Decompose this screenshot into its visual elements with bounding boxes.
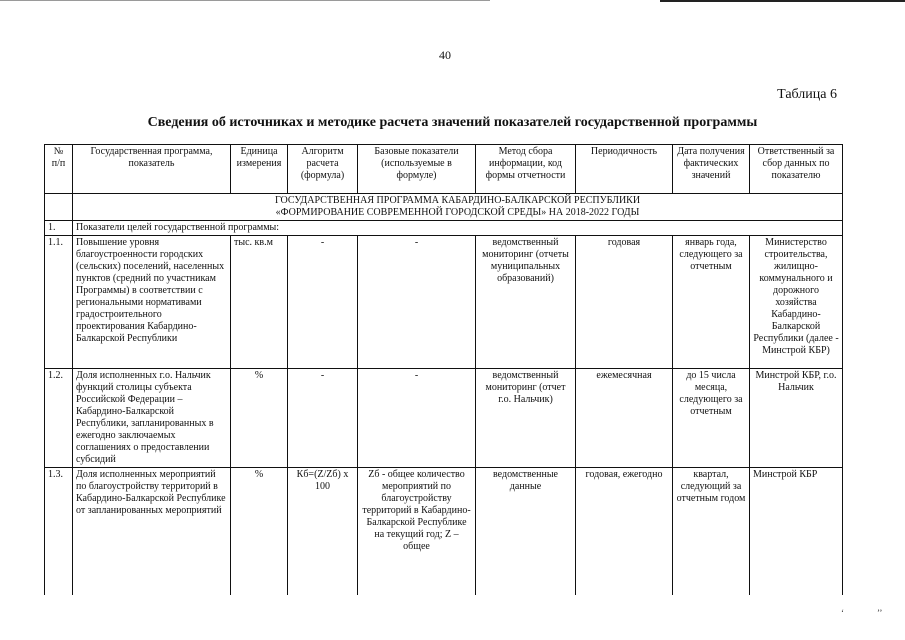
program-header <box>73 194 843 221</box>
row-responsible: Минстрой КБР <box>750 468 843 596</box>
col-header-date: Дата получения фактических значений <box>673 145 750 194</box>
program-header-line2: «ФОРМИРОВАНИЕ СОВРЕМЕННОЙ ГОРОДСКОЙ СРЕДЫ» НА 2018-2022 ГОДЫ <box>275 207 640 218</box>
row-unit: % <box>231 468 288 596</box>
row-date: до 15 числа месяца, следующего за отчетным <box>673 369 750 468</box>
table-label: Таблица 6 <box>777 87 837 102</box>
col-header-num: № п/п <box>45 145 73 194</box>
indicators-table <box>44 144 843 595</box>
row-method: ведомственный мониторинг (отчеты муниципальных образований) <box>476 236 576 369</box>
row-period: годовая <box>576 236 673 369</box>
row-date: январь года, следующего за отчетным <box>673 236 750 369</box>
table-row <box>45 468 843 596</box>
program-header-line1: ГОСУДАРСТВЕННАЯ ПРОГРАММА КАБАРДИНО-БАЛКАРСКОЙ РЕСПУБЛИКИ <box>274 195 641 206</box>
table-header-row <box>45 145 843 194</box>
row-method: ведомственные данные <box>476 468 576 596</box>
row-algorithm: - <box>288 236 358 369</box>
row-program: Повышение уровня благоустроенности городских (сельских) поселений, населенных пунктов (средний по участникам Программы) в соответствии с региональными нормативами градостроительного проектирования Кабардино-Балкарской Республики <box>73 236 231 369</box>
scan-edge-line <box>0 0 490 1</box>
row-base: Zб - общее количество мероприятий по благоустройству территорий в Кабардино-Балкарской Республике на текущий год; Z – общее <box>358 468 476 596</box>
table-row <box>45 369 843 468</box>
row-base: - <box>358 236 476 369</box>
row-date: квартал, следующий за отчетным годом <box>673 468 750 596</box>
table-row <box>45 236 843 369</box>
row-period: ежемесячная <box>576 369 673 468</box>
document-title: Сведения об источниках и методике расчета значений показателей государственной программы <box>147 115 758 130</box>
row-unit: % <box>231 369 288 468</box>
row-base: - <box>358 369 476 468</box>
row-num: 1.3. <box>45 468 73 596</box>
row-algorithm: Кб=(Z/Zб) х 100 <box>288 468 358 596</box>
col-header-period: Периодичность <box>576 145 673 194</box>
row-method: ведомственный мониторинг (отчет г.о. Нальчик) <box>476 369 576 468</box>
program-header-row <box>45 194 843 221</box>
col-header-responsible: Ответственный за сбор данных по показателю <box>750 145 843 194</box>
program-header-empty <box>45 194 73 221</box>
col-header-program: Государственная программа, показатель <box>73 145 231 194</box>
col-header-unit: Единица измерения <box>231 145 288 194</box>
page-number: 40 <box>439 48 451 62</box>
col-header-base: Базовые показатели (используемые в формуле) <box>358 145 476 194</box>
margin-mark: ’’ <box>877 608 883 618</box>
row-period: годовая, ежегодно <box>576 468 673 596</box>
row-program: Доля исполненных мероприятий по благоустройству территорий в Кабардино-Балкарской Республике от запланированных мероприятий <box>73 468 231 596</box>
row-program: Доля исполненных г.о. Нальчик функций столицы субъекта Российской Федерации – Кабардино-Балкарской Республики, запланированных в ежегодно заключаемых соглашениях о предоставлении субсидий <box>73 369 231 468</box>
row-unit: тыс. кв.м <box>231 236 288 369</box>
margin-mark: ‘ <box>841 608 844 618</box>
scan-edge-line-dark <box>660 0 905 2</box>
row-num: 1.2. <box>45 369 73 468</box>
section-row <box>45 221 843 236</box>
row-responsible: Министерство строительства, жилищно-коммунального и дорожного хозяйства Кабардино-Балкарской Республики (далее - Минстрой КБР) <box>750 236 843 369</box>
row-algorithm: - <box>288 369 358 468</box>
section-num: 1. <box>45 221 73 236</box>
col-header-algorithm: Алгоритм расчета (формула) <box>288 145 358 194</box>
row-num: 1.1. <box>45 236 73 369</box>
col-header-method: Метод сбора информации, код формы отчетности <box>476 145 576 194</box>
row-responsible: Минстрой КБР, г.о. Нальчик <box>750 369 843 468</box>
section-label: Показатели целей государственной программы: <box>73 221 843 236</box>
